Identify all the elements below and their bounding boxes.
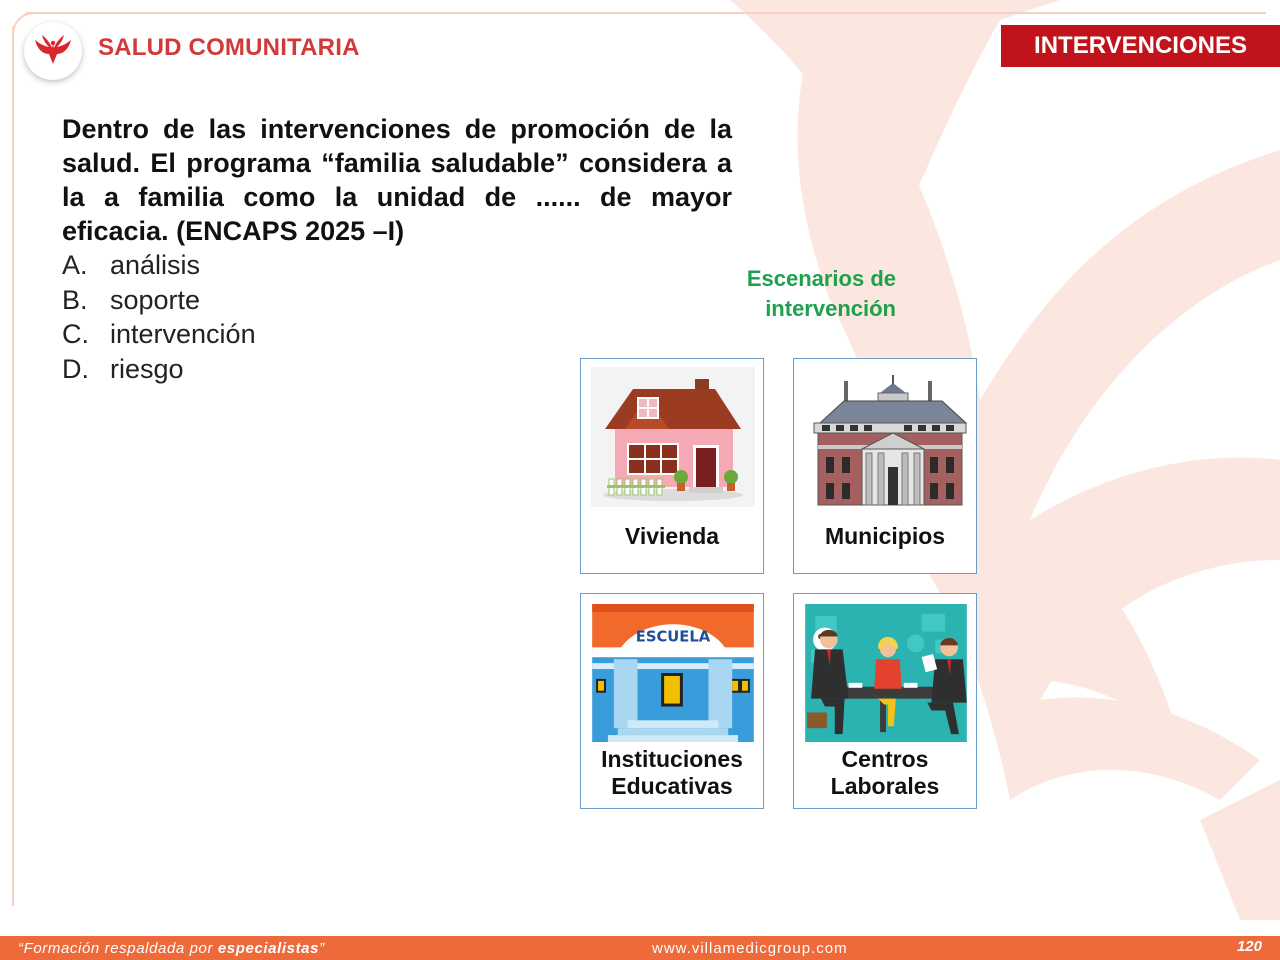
phoenix-icon [32,30,74,72]
scenarios-title-line2: intervención [765,296,896,321]
option-text: intervención [110,319,256,349]
office-meeting-icon [804,604,968,742]
option-a[interactable] [62,248,256,283]
house-icon [591,367,755,507]
brand-title: SALUD COMUNITARIA [98,34,360,61]
option-text: riesgo [110,353,184,384]
question-text: Dentro de las intervenciones de promoción de la salud. El programa “familia saludable” considera a la a familia como la unidad de ...... de mayor eficacia. (ENCAPS 2025 –I) [62,114,732,246]
option-letter: C. [62,319,89,349]
section-badge: INTERVENCIONES [1001,25,1280,67]
card-label-line2: Laborales [830,773,940,799]
frame-line-left [12,26,14,906]
scenario-card-centros-laborales [793,593,977,809]
option-text: soporte [110,284,201,315]
frame-line-top [26,12,1266,14]
option-letter: D. [62,353,89,384]
card-label-line2: Educativas [611,773,733,799]
footer-website-link[interactable]: www.villamedicgroup.com [652,940,848,957]
school-sign-text: ESCUELA [635,628,711,646]
page-number: 120 [1236,938,1262,955]
card-label: Municipios [824,523,946,549]
slogan-post: ” [319,940,325,957]
option-c[interactable] [62,317,256,352]
scenarios-title-line1: Escenarios de [746,266,896,291]
scenarios-title [700,264,896,324]
card-label-line1: Centros [841,746,929,772]
scenario-card-vivienda [580,358,764,574]
footer-slogan [18,940,325,957]
scenario-card-instituciones [580,593,764,809]
slogan-pre: “Formación respaldada por [18,940,218,957]
footer-bar [0,936,1280,960]
city-hall-icon [804,367,968,507]
option-d[interactable] [62,352,256,387]
option-letter: B. [62,284,88,315]
answer-options [62,248,256,386]
scenario-card-municipios [793,358,977,574]
brand-logo [24,22,82,80]
school-icon [591,604,755,742]
card-label-line1: Instituciones [601,746,743,772]
card-label: Vivienda [624,523,720,549]
slogan-bold: especialistas [217,940,320,957]
option-letter: A. [62,250,88,280]
option-b[interactable] [62,283,256,318]
option-text: análisis [110,250,201,280]
